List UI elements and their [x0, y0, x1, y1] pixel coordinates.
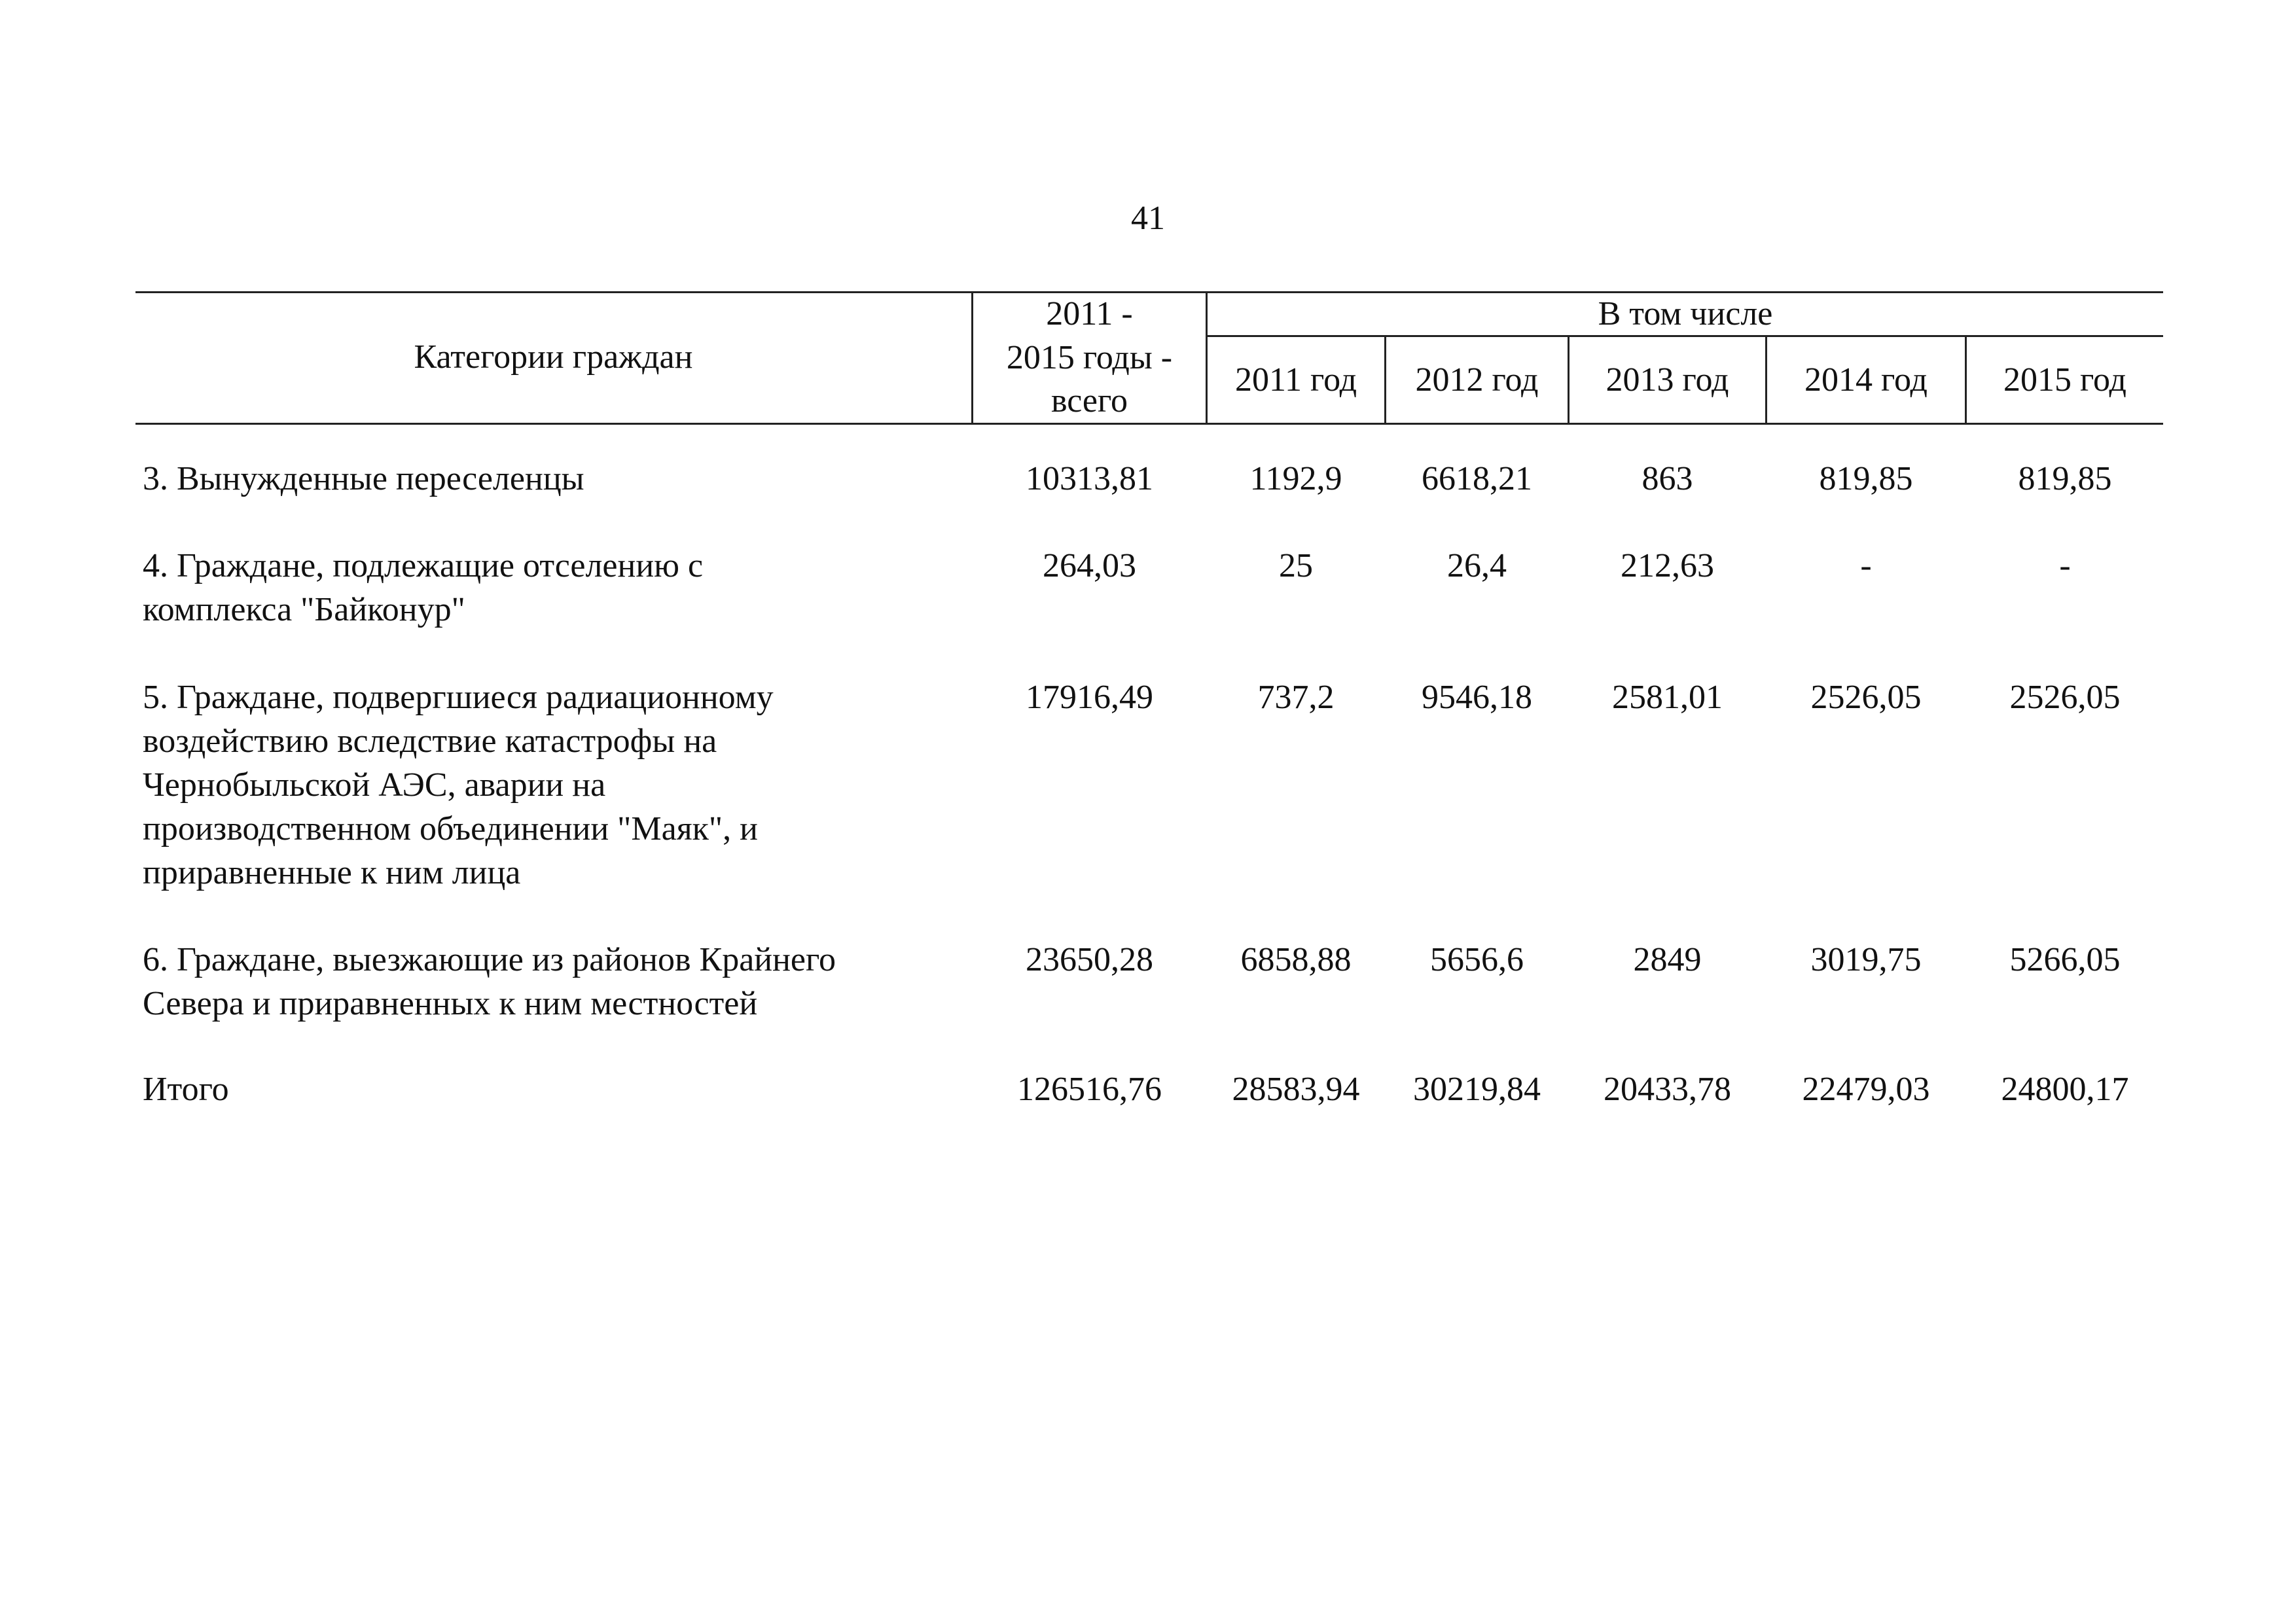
- row-category-line: воздействию вследствие катастрофы на: [143, 722, 717, 760]
- cell-2011: 28583,94: [1232, 1071, 1360, 1108]
- row-category: [143, 675, 954, 895]
- cell-2015: 24800,17: [2001, 1071, 2129, 1108]
- cell-2013: 2849: [1633, 941, 1702, 978]
- table-header-bottom-rule: [135, 423, 2163, 425]
- row-category: [143, 544, 954, 632]
- cell-total: 126516,76: [1017, 1071, 1162, 1108]
- header-year-2013: 2013 год: [1605, 361, 1729, 399]
- row-category-line: 5. Граждане, подвергшиеся радиационному: [143, 679, 774, 716]
- row-category-line: Севера и приравненных к ним местностей: [143, 985, 758, 1022]
- cell-total: 17916,49: [1026, 679, 1153, 716]
- header-year-2012: 2012 год: [1415, 361, 1539, 399]
- header-year-2015: 2015 год: [2003, 361, 2126, 399]
- cell-2012: 30219,84: [1413, 1071, 1541, 1108]
- header-group-label: В том числе: [1598, 295, 1773, 332]
- row-category-line: Итого: [143, 1071, 229, 1108]
- cell-2014: 3019,75: [1810, 941, 1922, 978]
- cell-2015: -: [2059, 547, 2071, 584]
- cell-total: 10313,81: [1026, 460, 1153, 497]
- cell-2014: 2526,05: [1810, 679, 1922, 716]
- header-total-line1: 2011 -: [1046, 295, 1133, 332]
- cell-2012: 26,4: [1447, 547, 1507, 584]
- cell-2014: -: [1860, 547, 1872, 584]
- cell-2012: 5656,6: [1430, 941, 1524, 978]
- row-category-line: 3. Вынужденные переселенцы: [143, 460, 584, 497]
- header-total-line2: 2015 годы -: [1006, 339, 1173, 376]
- header-year-2014: 2014 год: [1804, 361, 1928, 399]
- cell-2014: 22479,03: [1802, 1071, 1930, 1108]
- cell-2013: 2581,01: [1612, 679, 1723, 716]
- cell-2015: 2526,05: [2009, 679, 2121, 716]
- cell-2015: 819,85: [2018, 460, 2112, 497]
- cell-total: 23650,28: [1026, 941, 1153, 978]
- cell-2014: 819,85: [1819, 460, 1913, 497]
- cell-2011: 6858,88: [1240, 941, 1352, 978]
- cell-2013: 20433,78: [1604, 1071, 1731, 1108]
- row-category: [143, 457, 954, 501]
- header-total-line3: всего: [1050, 382, 1128, 419]
- cell-2011: 25: [1279, 547, 1313, 584]
- cell-2012: 6618,21: [1422, 460, 1532, 497]
- row-category-line: комплекса "Байконур": [143, 591, 465, 628]
- header-year-2011: 2011 год: [1234, 361, 1357, 399]
- row-category-line: 6. Граждане, выезжающие из районов Крайнего: [143, 941, 836, 978]
- cell-2015: 5266,05: [2009, 941, 2121, 978]
- row-category-line: производственном объединении "Маяк", и: [143, 810, 758, 847]
- cell-2013: 863: [1641, 460, 1693, 497]
- row-category-line: Чернобыльской АЭС, аварии на: [143, 766, 606, 804]
- cell-2013: 212,63: [1621, 547, 1714, 584]
- header-category: Категории граждан: [414, 338, 693, 376]
- cell-2012: 9546,18: [1422, 679, 1532, 716]
- cell-2011: 1192,9: [1249, 460, 1342, 497]
- row-category-line: 4. Граждане, подлежащие отселению с: [143, 547, 704, 584]
- row-category: [143, 938, 954, 1026]
- row-category-line: приравненные к ним лица: [143, 854, 521, 891]
- page-number: 41: [1131, 200, 1165, 237]
- row-category: [143, 1067, 954, 1111]
- cell-total: 264,03: [1043, 547, 1136, 584]
- cell-2011: 737,2: [1257, 679, 1335, 716]
